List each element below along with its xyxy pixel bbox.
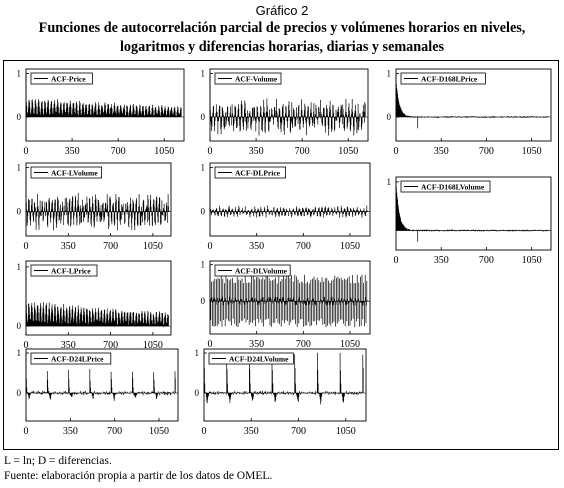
x-tick-label: 1050 <box>154 146 175 157</box>
y-tick-label: 1 <box>16 348 21 358</box>
y-tick-label: 0 <box>200 206 205 217</box>
x-tick-label: 700 <box>294 146 310 157</box>
legend-label: ACF-DLPrice <box>235 168 280 178</box>
legend-label: ACF-D168LPrice <box>421 74 478 84</box>
x-tick-label: 700 <box>295 339 311 350</box>
x-tick-label: 350 <box>64 146 80 157</box>
x-tick-label: 350 <box>62 426 78 437</box>
y-tick-label: 0 <box>16 206 21 217</box>
x-tick-label: 700 <box>478 255 494 266</box>
x-tick-label: 700 <box>295 241 311 252</box>
y-tick-label: 1 <box>194 348 199 358</box>
legend-label: ACF-D168LVolume <box>421 182 485 192</box>
x-tick-label: 0 <box>393 255 399 266</box>
acf-panel-7 <box>17 261 172 351</box>
abbreviation-note: L = ln; D = diferencias. <box>4 455 112 467</box>
legend-label: ACF-LVolume <box>51 168 98 178</box>
x-tick-label: 0 <box>207 241 213 252</box>
y-tick-label: 1 <box>200 162 205 173</box>
x-tick-label: 700 <box>107 426 123 437</box>
x-tick-label: 0 <box>207 339 213 350</box>
x-tick-label: 700 <box>103 340 119 351</box>
x-tick-label: 1050 <box>521 255 542 266</box>
x-tick-label: 700 <box>110 146 126 157</box>
y-tick-label: 1 <box>200 68 205 79</box>
acf-panel-1 <box>17 68 185 157</box>
x-tick-label: 0 <box>23 340 29 351</box>
y-tick-label: 1 <box>16 162 21 173</box>
x-tick-label: 1050 <box>340 241 360 252</box>
x-tick-label: 1050 <box>142 340 163 351</box>
x-tick-label: 350 <box>60 241 76 252</box>
y-tick-label: 0 <box>16 112 21 122</box>
x-tick-label: 0 <box>23 146 29 157</box>
acf-panel-5 <box>201 162 371 252</box>
legend-label: ACF-D24LVolume <box>229 354 289 364</box>
x-tick-label: 350 <box>433 146 449 157</box>
y-tick-label: 0 <box>16 388 21 398</box>
x-tick-label: 0 <box>393 146 399 157</box>
figure-title-line-1: Funciones de autocorrelación parcial de precios y volúmenes horarios en niveles, <box>38 20 526 36</box>
acf-panel-9 <box>17 348 179 437</box>
figure-label: Gráfico 2 <box>255 3 309 18</box>
acf-panel-6 <box>387 177 552 266</box>
y-tick-label: 0 <box>194 388 199 398</box>
x-tick-label: 700 <box>291 426 306 437</box>
acf-panel-10 <box>195 348 367 437</box>
legend-label: ACF-LPrice <box>51 266 91 276</box>
x-tick-label: 350 <box>249 339 265 350</box>
acf-panel-3 <box>387 68 552 157</box>
x-tick-label: 1050 <box>149 426 169 437</box>
charts-frame <box>3 60 559 450</box>
y-tick-label: 1 <box>386 68 391 79</box>
legend-label: ACF-Volume <box>235 74 278 84</box>
acf-panel-4 <box>17 162 172 252</box>
y-tick-label: 0 <box>200 296 205 307</box>
x-tick-label: 0 <box>23 426 29 437</box>
x-tick-label: 1050 <box>340 339 360 350</box>
x-tick-label: 350 <box>60 340 76 351</box>
y-tick-label: 1 <box>16 68 21 79</box>
source-note: Fuente: elaboración propia a partir de los datos de OMEL. <box>4 470 273 482</box>
y-tick-label: 0 <box>200 112 205 122</box>
acf-panel-2 <box>201 68 369 157</box>
legend-label: ACF-Price <box>51 74 86 84</box>
y-tick-label: 0 <box>386 112 391 122</box>
x-tick-label: 0 <box>23 241 29 252</box>
x-tick-label: 0 <box>207 146 213 157</box>
x-tick-label: 350 <box>249 241 265 252</box>
x-tick-label: 350 <box>243 426 259 437</box>
x-tick-label: 0 <box>201 426 207 437</box>
x-tick-label: 350 <box>248 146 264 157</box>
y-tick-label: 0 <box>16 321 21 332</box>
legend-label: ACF-D24LPrice <box>51 354 104 364</box>
x-tick-label: 1050 <box>335 426 356 437</box>
x-tick-label: 1050 <box>142 241 163 252</box>
legend-label: ACF-DLVolume <box>235 266 287 276</box>
y-tick-label: 1 <box>16 261 21 272</box>
acf-panels <box>4 61 558 449</box>
y-tick-label: 1 <box>386 176 391 187</box>
figure-title-line-2: logaritmos y diferencias horarias, diarias y semanales <box>119 39 445 55</box>
acf-panel-8 <box>201 260 371 350</box>
y-tick-label: 1 <box>200 259 205 270</box>
x-tick-label: 1050 <box>521 146 542 157</box>
x-tick-label: 700 <box>478 146 494 157</box>
x-tick-label: 700 <box>103 241 119 252</box>
x-tick-label: 350 <box>433 255 449 266</box>
x-tick-label: 1050 <box>338 146 359 157</box>
